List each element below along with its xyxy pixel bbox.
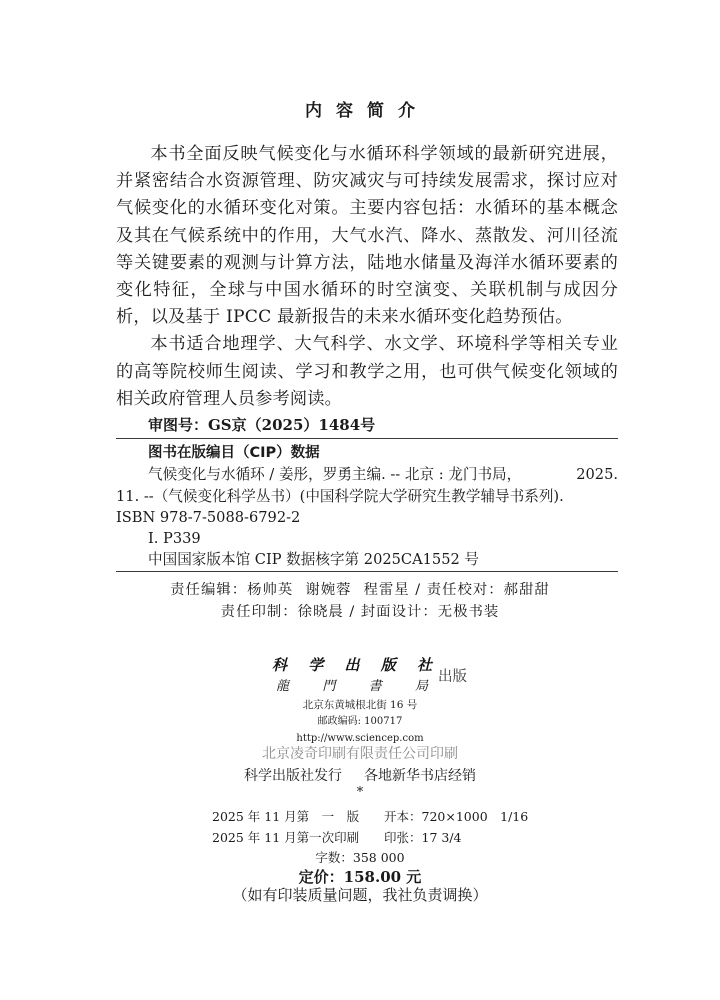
proofreader: / 责任校对：郝甜甜	[415, 582, 550, 598]
publisher-url[interactable]: http://www.sciencep.com	[296, 733, 424, 744]
synopsis-body	[116, 141, 618, 413]
printer-line: 北京凌奇印刷有限责任公司印刷	[262, 746, 458, 762]
logo-char: 出	[344, 656, 360, 674]
sheets: 印张：17 3/4	[384, 830, 462, 845]
logo-char: 門	[322, 679, 336, 694]
logo-char: 社	[416, 656, 432, 674]
cip-isbn: ISBN 978-7-5088-6792-2	[116, 508, 301, 526]
printing-design-line: 责任印制：徐晓晨 / 封面设计：无极书装	[220, 604, 500, 620]
specs-block	[212, 806, 528, 848]
synopsis-paragraph: 本书全面反映气候变化与水循环科学领域的最新研究进展，并紧密结合水资源管理、防灾减灾与可持续发展需求，探讨应对气候变化的水循环变化对策。主要内容包括：水循环的基本概念及其在气候系统中的作用，大气水汽、降水、蒸散发、河川径流等关键要素的观测与计算方法，陆地水储量及海洋水循环要素的变化特征，全球与中国水循环的时空演变、关联机制与成因分析，以及基于 IPCC 最新报告的未来水循环变化趋势预估。	[116, 144, 618, 328]
edition: 2025 年 11 月第 一 版	[212, 809, 360, 824]
seller: 各地新华书店经销	[364, 768, 476, 784]
issuer: 科学出版社发行	[244, 768, 342, 784]
editors-label: 责任编辑：	[170, 582, 248, 598]
synopsis-paragraph: 本书适合地理学、大气科学、水文学、环境科学等相关专业的高等院校师生阅读、学习和教学之用，也可供气候变化领域的相关政府管理人员参考阅读。	[116, 334, 618, 409]
printing: 2025 年 11 月第一次印刷	[212, 830, 360, 845]
publisher-zip: 邮政编码: 100717	[317, 716, 403, 727]
cip-title-text: 气候变化与水循环 / 姜彤，罗勇主编. -- 北京 : 龙门书局，	[148, 466, 522, 484]
cip-classification: Ⅰ. P339	[148, 530, 201, 548]
cip-number: 中国国家版本馆 CIP 数据核字第 2025CA1552 号	[148, 551, 480, 569]
logo-char: 局	[414, 679, 428, 694]
editor-name: 谢婉蓉	[305, 582, 352, 598]
word-count: 字数：358 000	[315, 850, 405, 865]
credits-block	[0, 579, 720, 623]
cip-data-block	[116, 443, 618, 571]
publisher-address: 北京东黄城根北街 16 号	[302, 699, 418, 711]
publish-label: 出版	[438, 669, 467, 685]
cip-year-text: 2025.	[576, 466, 618, 484]
science-press-logo	[272, 655, 432, 676]
cip-heading: 图书在版编目（CIP）数据	[148, 445, 320, 461]
divider-rule	[116, 571, 618, 572]
editor-name: 杨帅英	[247, 582, 294, 598]
price: 定价：158.00 元	[298, 868, 422, 886]
editor-name: 程雷星	[363, 582, 410, 598]
map-approval-number: 审图号：GS京（2025）1484号	[148, 416, 376, 434]
cip-title-line	[116, 464, 618, 485]
logo-char: 龍	[276, 679, 290, 694]
publisher-logo	[272, 655, 432, 697]
divider-rule	[116, 438, 618, 439]
logo-char: 科	[272, 656, 288, 674]
logo-char: 学	[308, 656, 324, 674]
longmen-press-logo	[272, 676, 432, 697]
page-title: 内容简介	[305, 101, 429, 121]
format: 开本：720×1000 1/16	[384, 809, 529, 824]
logo-char: 版	[380, 656, 396, 674]
specs-row	[212, 827, 528, 848]
editors-line	[0, 579, 720, 601]
specs-row	[212, 806, 528, 827]
distribution-line	[0, 766, 720, 786]
cip-series-line: 11. --（气候变化科学丛书）(中国科学院大学研究生教学辅导书系列).	[116, 487, 564, 505]
separator-asterisk: *	[356, 785, 364, 800]
quality-notice: （如有印装质量问题，我社负责调换）	[232, 886, 488, 904]
logo-char: 書	[368, 679, 382, 694]
